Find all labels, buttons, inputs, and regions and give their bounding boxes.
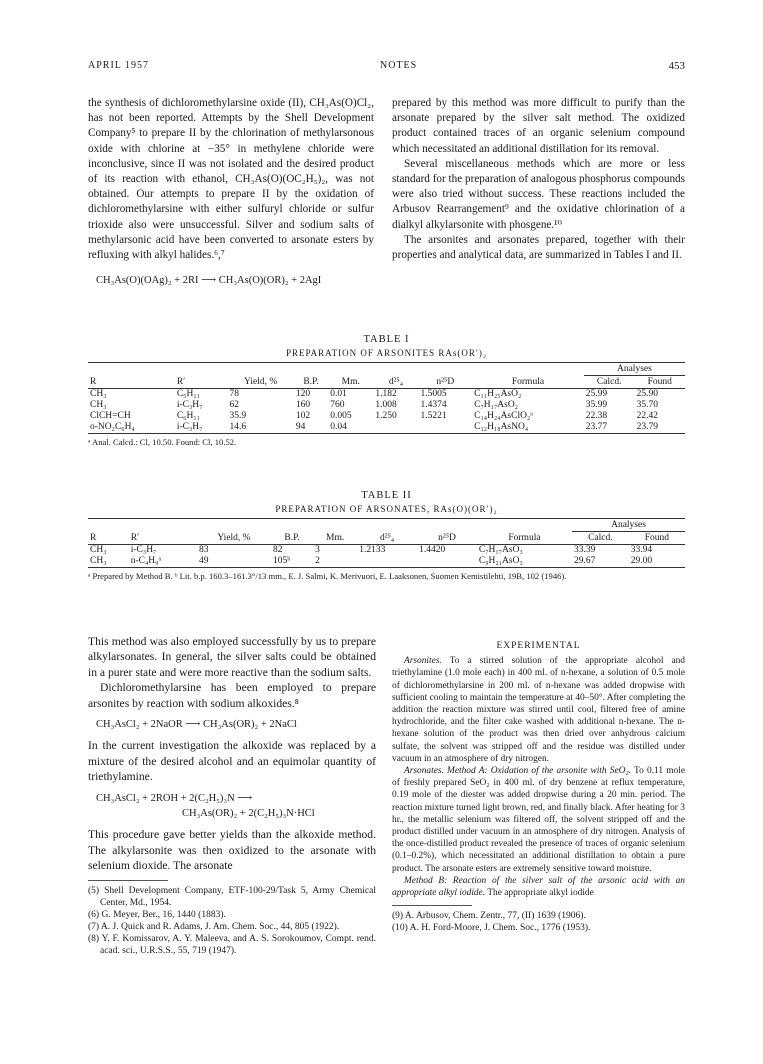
column-header: Formula [511,376,545,387]
table-cell: 94 [295,422,306,432]
table-cell: 1.2133 [359,545,386,555]
table-row [88,545,685,557]
table-cell: 1.5221 [420,411,447,421]
column-header: R′ [130,532,140,543]
table-cell: C₅H₁₁ [176,389,200,399]
paragraph [392,655,685,765]
table-cell [419,422,473,434]
table-cell: 29.00 [630,556,653,566]
column-header: Calcd. [588,533,613,543]
table-row [88,411,685,422]
left-column-top [88,96,374,294]
table-cell: C₁₁H₂₅AsO₂ [474,389,522,399]
run-in-heading: Arsonites. [404,656,442,667]
table-cell: 102 [295,411,311,421]
table-cell: 23.77 [585,422,608,432]
table-footnote: ᵃ Prepared by Method B. ᵇ Lit. b.p. 160.3–161.3°/13 mm., E. J. Salmi, K. Merivuori, E. Laaksonen, Suomen Kemistilehti, 19B, 102 (1946). [88,571,567,581]
table-cell: C₁₂H₁₈AsNO₄ [474,422,529,432]
paragraph: In the current investigation the alkoxide was replaced by a mixture of the desired alcohol and an equimolar quantity of triethylamine. [88,739,376,784]
column-header: Calcd. [596,377,622,387]
run-in-heading: Method B: Reaction of the silver salt of the arsonic acid with an appropriate alkyl iodide. [392,875,685,899]
table-row [88,556,685,568]
column-header: n²⁵D [438,532,456,543]
table-cell: 22.42 [636,411,658,421]
reference: (8) Y. F. Komissarov, A. Y. Maleeva, and A. S. Sorokoumov, Compt. rend. acad. sci., U.R.S.S., 55, 719 (1947). [88,933,376,956]
table-cell: 0.01 [330,389,347,399]
column-header: Formula [508,532,541,543]
left-column-bottom [88,634,376,957]
table-cell: 0.04 [330,422,347,432]
table-cell: 3 [315,545,320,555]
column-header: R′ [176,376,186,387]
table-cell: n-C₄H₉ᵃ [130,556,162,566]
references-left [88,885,376,957]
data-table [88,518,685,568]
paragraph-text: To a stirred solution of the appropriate alcohol and triethylamine (1.0 mole each) in 400 ml. of n-hexane, a solution of 0.5 mole of dichloromethylarsine in 200 ml. of n-hexane was added dropwise with sufficient cooling to maintain the temperature at 40–50°. After completing the addition the reaction mixture was stirred until cool, filtered free of amine hydrochloride, and the filter cake washed with additional n-hexane. The n-hexane solution of the product was then dried over anhydrous calcium sulfate, the solvent was stripped off and the residue was distilled under vacuum in an atmosphere of dry nitrogen. [392,656,685,764]
table-cell: CH₃ [90,389,107,399]
column-header: d²⁵₄ [388,376,404,387]
column-header: B.P. [284,532,300,543]
column-header: B.P. [303,376,319,387]
references-right [392,910,685,934]
running-header [88,60,685,74]
column-header: Found [644,533,669,543]
table-cell: 120 [295,389,311,399]
table-cell: 22.38 [585,411,608,421]
column-header: R [90,376,97,387]
table-cell: C₆H₁₁ [176,411,200,421]
table-cell: 2 [315,556,320,566]
paragraph: Several miscellaneous methods which are more or less standard for the preparation of analogous phosphorus compounds were also tried without success. These reactions included the Arbusov Rearrangement⁹ and the oxidative chlorination of a dialkyl alkylarsonite with phosgene.¹⁰ [392,157,685,231]
table-cell: 49 [198,556,209,566]
reference: (9) A. Arbusov, Chem. Zentr., 77, (II) 1639 (1906). [392,911,586,922]
paragraph: The arsonites and arsonates prepared, together with their properties and analytical data, are summarized in Tables I and II. [392,233,685,262]
right-column-top [392,96,685,263]
table-cell: C₉H₂₁AsO₃ [478,556,523,566]
table-cell: 105ᵇ [272,556,291,566]
paragraph-text: The appropriate alkyl iodide [485,888,594,899]
table-cell: 33.94 [630,545,653,555]
table-cell: C₇H₁₇AsO₃ [478,545,523,555]
column-header: d²⁵₄ [380,532,395,543]
header-date: APRIL 1957 [88,60,150,71]
table-cell: 1.5005 [420,389,447,399]
reference: (6) G. Meyer, Ber., 16, 1440 (1883). [88,909,226,920]
table-cell: 760 [330,400,345,410]
footnote-divider [88,880,168,881]
table-cell: 25.90 [636,389,658,399]
table-row [88,400,685,411]
run-in-heading: Arsonates. Method A: Oxidation of the arsonite with SeO₂. [404,766,632,777]
paragraph: This procedure gave better yields than the alkoxide method. The alkylarsonite was then oxidized to the arsonate with selenium dioxide. The arsonate [88,828,376,873]
reference: (7) A. J. Quick and R. Adams, J. Am. Chem. Soc., 44, 805 (1922). [88,921,340,932]
table-cell: 1.008 [375,400,397,410]
paragraph-text: To 0.11 mole of freshly prepared SeO₂ in 400 ml. of dry benzene at reflux temperature, 0.19 mole of the diester was added dropwise during a 20 min. period. The reaction mixture turned light brown, red, and finally black. After heating for 3 hr., the metallic selenium was filtered off, the solvent stripped off and the product distilled under vacuum in an atmosphere of dry nitrogen. Analysis of the once-distilled product revealed the presence of traces of organic selenium (0.1–0.2%), which necessitated an additional distillation to obtain a pure product. The arsonate esters are extremely sensitive toward moisture. [392,766,685,874]
column-header: R [90,532,97,543]
table-footnote: ᵃ Anal. Calcd.: Cl, 10.50. Found: Cl, 10.52. [88,437,237,447]
table-cell: C₁₄H₂₄AsClO₂ᵃ [474,411,533,421]
table-cell: i-C₃H₇ [176,422,203,432]
table-title: TABLE I [363,334,410,345]
table-subtitle: PREPARATION OF ARSONITES RAs(OR′)₂ [285,348,488,358]
equation: CH₃As(OR)₂ + 2(C₂H₅)₃N·HCl [182,808,315,820]
analyses-header: Analyses [584,363,685,376]
table-cell: CH₃ [90,556,107,566]
table-cell: 25.99 [585,389,608,399]
table-cell: 23.79 [636,422,658,432]
table-row [88,389,685,401]
table-cell [357,556,417,568]
table-cell: 35.99 [585,400,608,410]
column-header: Mm. [341,376,360,387]
equation: CH₃As(O)(OAg)₂ + 2RI ⟶ CH₃As(O)(OR)₂ + 2AgI [96,275,322,287]
table-cell: 14.6 [229,422,247,432]
paragraph: Dichloromethylarsine has been employed to prepare arsonites by reaction with sodium alkoxides.⁸ [88,681,376,710]
paragraph [392,875,685,899]
column-header: Yield, % [244,376,278,387]
analyses-header: Analyses [572,519,685,532]
experimental-section [392,640,685,934]
paragraph: prepared by this method was more difficult to purify than the arsonate prepared by the silver salt method. The oxidized product contained traces of an organic selenium compound which necessitated an additional distillation for its removal. [392,97,685,155]
table-cell: 29.67 [574,556,596,566]
table-1 [88,334,685,448]
paragraph [392,765,685,875]
table-cell: 1.182 [375,389,397,399]
reference: (10) A. H. Ford-Moore, J. Chem. Soc., 1776 (1953). [392,923,591,934]
table-cell [417,556,477,568]
equation: CH₃AsCl₂ + 2ROH + 2(C₂H₅)₃N ⟶ [96,792,253,804]
equation: CH₃AsCl₂ + 2NaOR ⟶ CH₃As(OR)₂ + 2NaCl [96,719,297,731]
table-title: TABLE II [361,490,412,501]
page-number: 453 [668,60,685,72]
table-cell: 35.70 [636,400,658,410]
data-table [88,362,685,434]
table-cell: 83 [198,545,209,555]
table-cell: CH₃ [90,400,107,410]
column-header: Mm. [326,532,345,543]
table-cell: 62 [229,400,240,410]
table-2 [88,490,685,582]
column-header: Found [647,377,672,387]
table-cell: C₇H₁₇AsO₂ [474,400,518,410]
table-cell: 1.4420 [419,545,446,555]
table-cell: 35.9 [229,411,247,421]
table-cell: i-C₃H₇ [176,400,203,410]
table-subtitle: PREPARATION OF ARSONATES, RAs(O)(OR′)₂ [275,504,498,514]
table-cell: 160 [295,400,311,410]
table-cell: CH₃ [90,545,107,555]
footnote-divider [392,905,472,906]
table-cell: 0.005 [330,411,352,421]
table-cell: o-NO₂C₆H₄ [90,422,135,432]
table-cell [373,422,418,434]
table-cell: 1.4374 [420,400,447,410]
table-row [88,422,685,434]
paragraph: the synthesis of dichloromethylarsine oxide (II), CH₃As(O)Cl₂, has not been reported. Attempts by the Shell Development Company⁵ to prepare II by the chlorination of methylarsonous oxide with chlorine at −35° in methylene chloride were inconclusive, since II was not isolated and the desired product of its reaction with ethanol, CH₃As(O)(OC₂H₅)₂, was not obtained. Our attempts to prepare II by the oxidation of dichloromethylarsine with either sulfuryl chloride or sulfur trioxide also were unsuccessful. Silver and sodium salts of methylarsonic acid have been converted to arsonate esters by refluxing with alkyl halides.⁶,⁷ [88,97,374,262]
table-cell: 78 [229,389,240,399]
table-cell: ClCH=CH [90,411,131,421]
table-cell: i-C₃H₇ [130,545,157,555]
table-cell: 82 [272,545,283,555]
reference: (5) Shell Development Company, ETF-100-29/Task 5, Army Chemical Center, Md., 1954. [88,885,376,908]
table-cell: 33.39 [574,545,596,555]
column-header: n²⁵D [436,376,455,387]
paragraph: This method was also employed successfully by us to prepare alkylarsonates. In general, the silver salts could be obtained in a purer state and were more reactive than the sodium salts. [88,635,376,679]
table-cell: 1.250 [375,411,397,421]
section-title: EXPERIMENTAL [496,641,581,651]
header-section: NOTES [380,60,418,71]
column-header: Yield, % [217,532,251,543]
